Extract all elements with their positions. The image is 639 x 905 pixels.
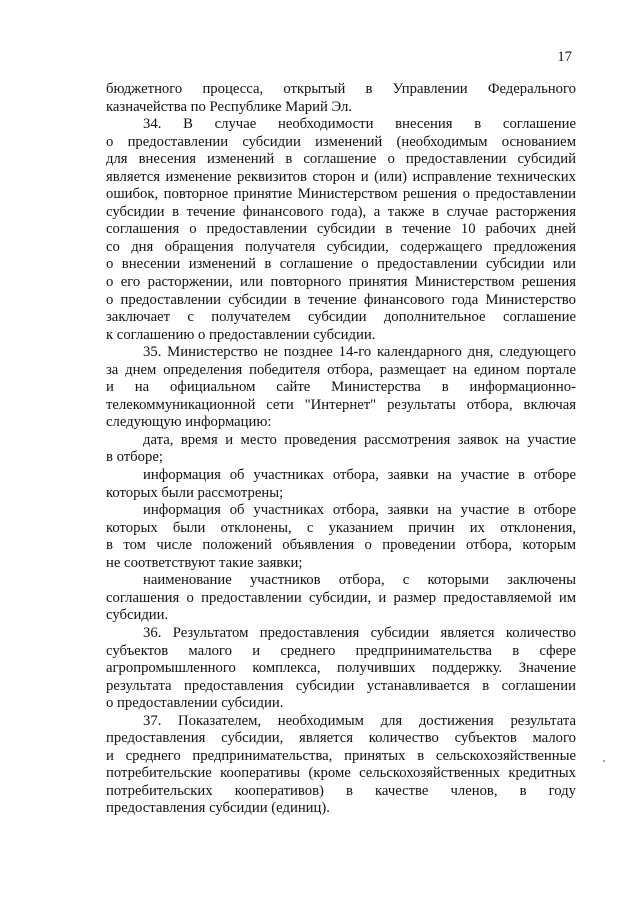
text-line: 35. Министерство не позднее 14-го календарного дня, следующего xyxy=(143,344,576,361)
text-line: которых были рассмотрены; xyxy=(106,484,284,501)
text-line: за днем определения победителя отбора, размещает на едином портале xyxy=(106,361,576,378)
text-line: информация об участниках отбора, заявки на участие в отборе xyxy=(143,467,576,484)
paragraph-35 xyxy=(106,344,576,432)
paragraph-36 xyxy=(106,625,576,713)
document-body xyxy=(106,81,576,818)
scan-speck xyxy=(603,760,605,762)
text-line: о предоставлении субсидии в течение финансового года Министерство xyxy=(106,291,576,308)
text-line: заключает с получателем субсидии дополнительное соглашение xyxy=(106,309,576,326)
text-line: и на официальном сайте Министерства в информационно- xyxy=(106,379,576,396)
text-line: которых были отклонены, с указанием причин их отклонения, xyxy=(106,519,576,536)
text-line: предоставления субсидии, является количество субъектов малого xyxy=(106,730,576,747)
text-line: о предоставлении субсидии. xyxy=(106,695,284,712)
text-line: ошибок, повторное принятие Министерством решения о предоставлении xyxy=(106,186,576,203)
text-line: казначейства по Республике Марий Эл. xyxy=(106,98,352,115)
text-line: субъектов малого и среднего предпринимательства в сфере xyxy=(106,642,576,659)
text-line: является изменение реквизитов сторон и (или) исправление технических xyxy=(106,168,576,185)
paragraph-34 xyxy=(106,116,576,344)
text-line: в отборе; xyxy=(106,449,163,466)
text-line: в том числе положений объявления о проведении отбора, которым xyxy=(106,537,576,554)
text-line: 36. Результатом предоставления субсидии является количество xyxy=(143,624,576,641)
text-line: соглашения о предоставлении субсидии в течение 10 рабочих дней xyxy=(106,221,576,238)
list-item-rejected-participants xyxy=(106,502,576,572)
text-line: следующую информацию: xyxy=(106,414,272,431)
text-line: наименование участников отбора, с которыми заключены xyxy=(143,572,576,589)
text-line: результата предоставления субсидии устанавливается в соглашении xyxy=(106,677,576,694)
paragraph-37 xyxy=(106,713,576,818)
text-line: субсидии. xyxy=(106,607,169,624)
text-line: дата, время и место проведения рассмотрения заявок на участие xyxy=(143,431,576,448)
text-line: потребительские кооперативы (кроме сельскохозяйственных кредитных xyxy=(106,765,576,782)
text-line: 37. Показателем, необходимым для достижения результата xyxy=(143,712,576,729)
text-line: о внесении изменений в соглашение о предоставлении субсидии или xyxy=(106,256,576,273)
text-line: со дня обращения получателя субсидии, содержащего предложения xyxy=(106,238,576,255)
text-line: соглашения о предоставлении субсидии, и размер предоставляемой им xyxy=(106,589,576,606)
text-line: о его расторжении, или повторного принятия Министерством решения xyxy=(106,274,576,291)
page-number: 17 xyxy=(557,49,572,65)
text-line: бюджетного процесса, открытый в Управлении Федерального xyxy=(106,81,576,97)
text-line: агропромышленного комплекса, получивших поддержку. Значение xyxy=(106,660,576,677)
text-line: потребительских кооперативов) в качестве членов, в году xyxy=(106,782,576,799)
text-line: предоставления субсидии (единиц). xyxy=(106,800,330,817)
text-line: к соглашению о предоставлении субсидии. xyxy=(106,326,376,343)
list-item-date-time-place xyxy=(106,432,576,467)
text-line: не соответствуют такие заявки; xyxy=(106,554,303,571)
list-item-agreement-participants xyxy=(106,572,576,625)
text-line: для внесения изменений в соглашение о предоставлении субсидий xyxy=(106,151,576,168)
paragraph-continuation xyxy=(106,81,576,116)
text-line: и среднего предпринимательства, принятых в сельскохозяйственные xyxy=(106,747,576,764)
text-line: субсидии в течение финансового года), а также в случае расторжения xyxy=(106,203,576,220)
text-line: телекоммуникационной сети "Интернет" результаты отбора, включая xyxy=(106,396,576,413)
text-line: о предоставлении субсидии изменений (необходимым основанием xyxy=(106,133,576,150)
text-line: 34. В случае необходимости внесения в соглашение xyxy=(143,116,576,133)
text-line: информация об участниках отбора, заявки на участие в отборе xyxy=(143,502,576,519)
list-item-reviewed-participants xyxy=(106,467,576,502)
